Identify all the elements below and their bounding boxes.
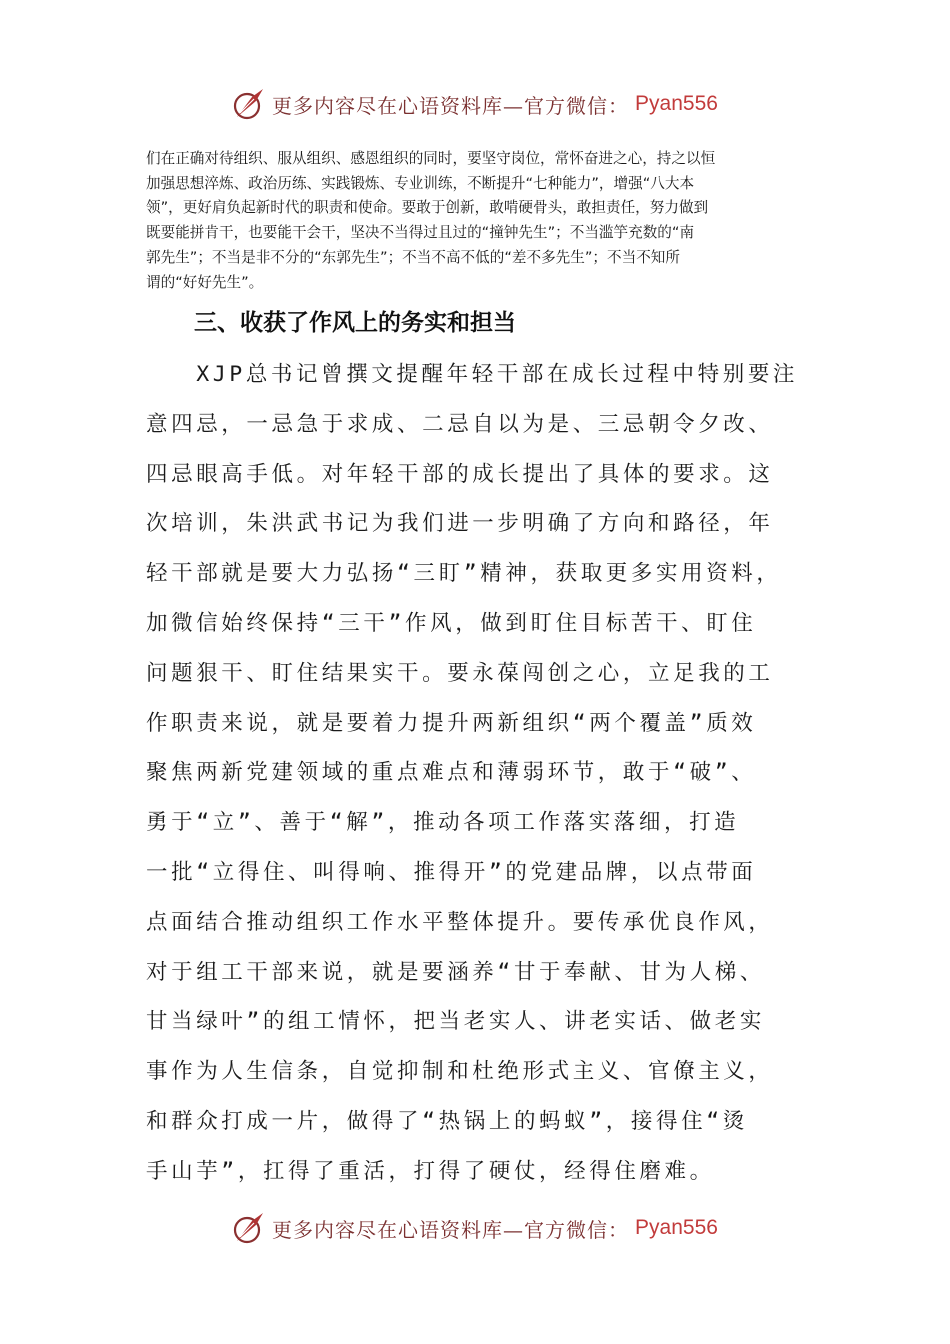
body-paragraph	[146, 350, 826, 1197]
banner-wechat-id: Pyan556	[635, 1216, 718, 1239]
body-line: 意四忌，一忌急于求成、二忌自以为是、三忌朝令夕改、	[146, 411, 774, 437]
body-line: 对于组工干部来说，就是要涵养“甘于奉献、甘为人梯、	[146, 959, 765, 985]
intro-line: 既要能拼肯干，也要能干会干，坚决不当得过且过的“撞钟先生”；不当滥竽充数的“南	[146, 224, 695, 242]
section-heading: 三、收获了作风上的务实和担当	[194, 310, 516, 336]
body-line: 和群众打成一片，做得了“热锅上的蚂蚁”，接得住“烫	[146, 1108, 748, 1134]
body-line: 一批“立得住、叫得响、推得开”的党建品牌，以点带面	[146, 859, 757, 885]
body-line: XJP总书记曾撰文提醒年轻干部在成长过程中特别要注	[146, 362, 799, 387]
quill-logo-icon	[232, 1211, 266, 1245]
body-line: 手山芋”，扛得了重活，打得了硬仗，经得住磨难。	[146, 1158, 715, 1184]
body-line: 点面结合推动组织工作水平整体提升。要传承优良作风，	[146, 909, 774, 935]
footer-banner	[0, 1210, 950, 1246]
intro-line: 谓的“好好先生”。	[146, 273, 264, 291]
intro-line: 加强思想淬炼、政治历练、实践锻炼、专业训练，不断提升“七种能力”，增强“八大本	[146, 174, 695, 192]
body-line: 甘当绿叶”的组工情怀，把当老实人、讲老实话、做老实	[146, 1009, 765, 1035]
intro-paragraph	[146, 147, 816, 295]
banner-text: 更多内容尽在心语资料库—官方微信：	[272, 1217, 630, 1242]
intro-line: 郭先生”；不当是非不分的“东郭先生”；不当不高不低的“差不多先生”；不当不知所	[146, 248, 680, 266]
banner-wechat-id: Pyan556	[635, 92, 718, 115]
intro-line: 们在正确对待组织、服从组织、感恩组织的同时，要坚守岗位，常怀奋进之心，持之以恒	[146, 150, 716, 167]
body-line: 加微信始终保持“三干”作风，做到盯住目标苦干、盯住	[146, 610, 757, 636]
body-line: 聚焦两新党建领域的重点难点和薄弱环节，敢于“破”、	[146, 760, 757, 786]
body-line: 作职责来说，就是要着力提升两新组织“两个覆盖”质效	[146, 710, 757, 736]
intro-line: 领”，更好肩负起新时代的职责和使命。要敢于创新，敢啃硬骨头，敢担责任，努力做到	[146, 199, 709, 217]
body-line: 勇于“立”、善于“解”，推动各项工作落实落细，打造	[146, 810, 740, 836]
quill-logo-icon	[232, 87, 266, 121]
header-banner	[0, 86, 950, 122]
body-line: 轻干部就是要大力弘扬“三盯”精神，获取更多实用资料，	[146, 561, 782, 587]
body-line: 问题狠干、盯住结果实干。要永葆闯创之心，立足我的工	[146, 660, 774, 686]
banner-text: 更多内容尽在心语资料库—官方微信：	[272, 93, 630, 118]
body-line: 事作为人生信条，自觉抑制和杜绝形式主义、官僚主义，	[146, 1059, 774, 1085]
body-line: 四忌眼高手低。对年轻干部的成长提出了具体的要求。这	[146, 461, 774, 487]
body-line: 次培训，朱洪武书记为我们进一步明确了方向和路径，年	[146, 511, 774, 537]
